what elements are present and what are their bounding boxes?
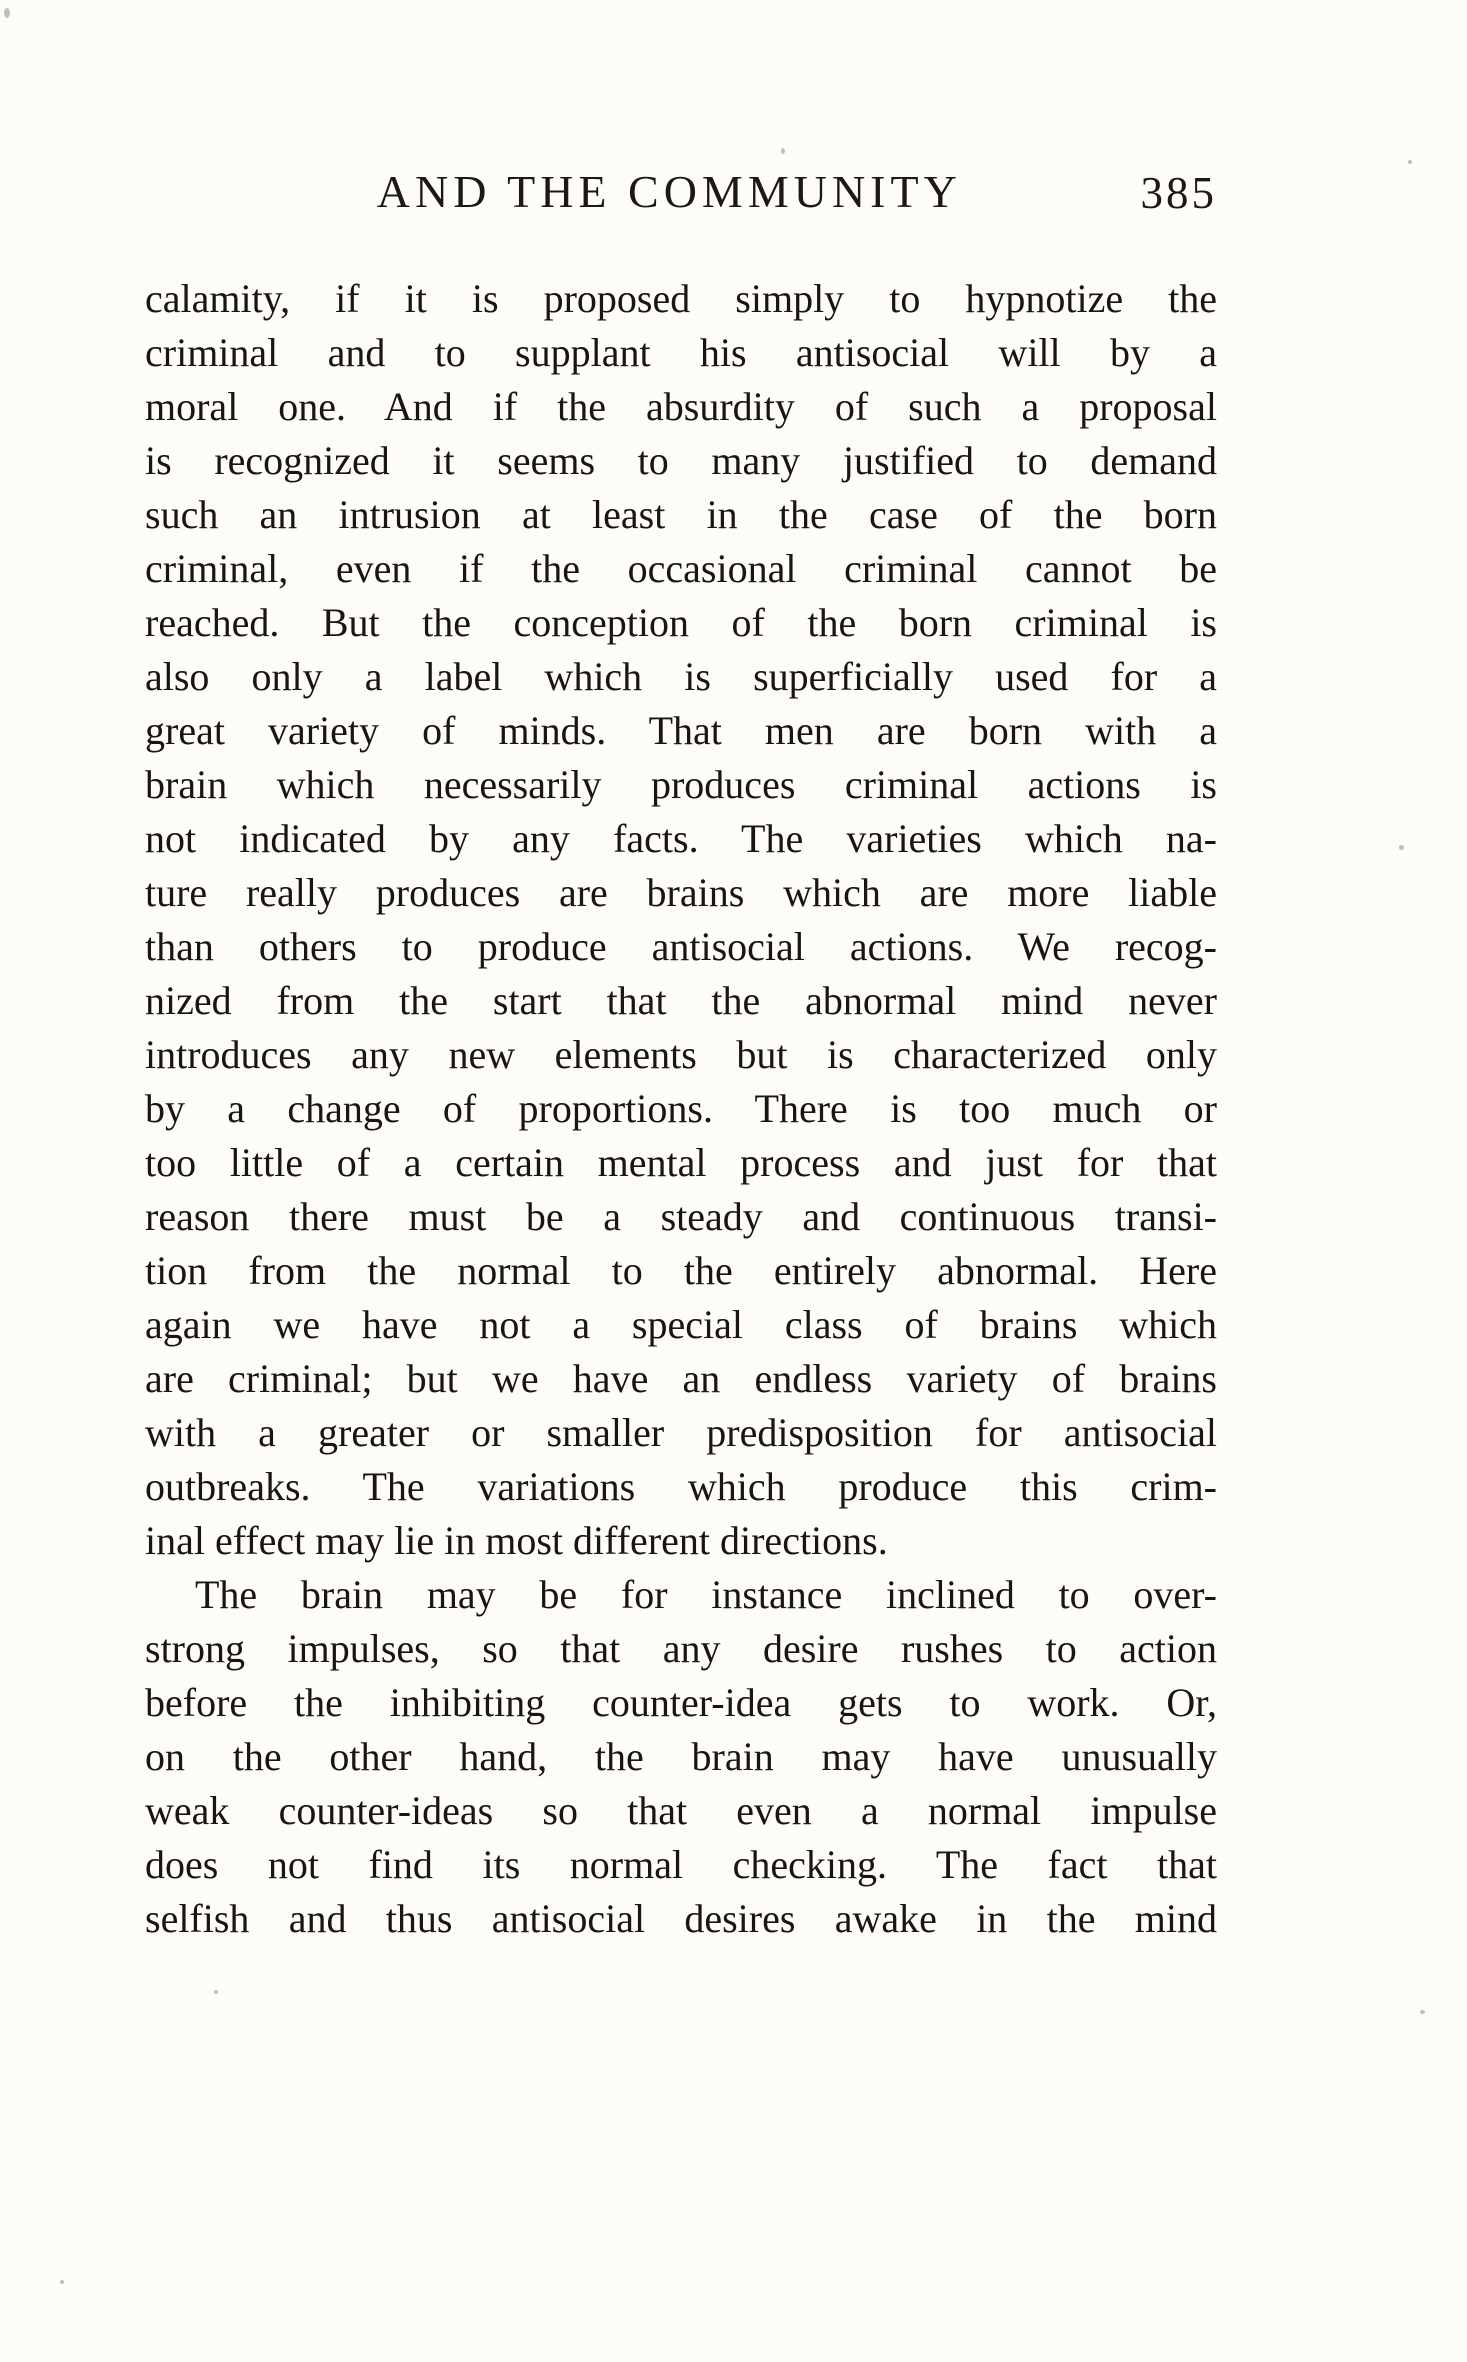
text-line: weak counter-ideas so that even a normal impulse xyxy=(145,1788,1217,1833)
text-line: with a greater or smaller predisposition for antisocial xyxy=(145,1410,1217,1455)
text-line: than others to produce antisocial actions. We recog- xyxy=(145,924,1217,969)
page-header xyxy=(145,165,1217,227)
page-number: 385 xyxy=(1140,168,1217,218)
text-line: introduces any new elements but is characterized only xyxy=(145,1032,1217,1077)
text-line: not indicated by any facts. The varieties which na- xyxy=(145,816,1217,861)
text-line: tion from the normal to the entirely abnormal. Here xyxy=(145,1248,1217,1293)
text-line: is recognized it seems to many justified to demand xyxy=(145,438,1217,483)
paragraph xyxy=(145,1568,1217,1946)
text-line: does not find its normal checking. The fact that xyxy=(145,1842,1217,1887)
running-title: AND THE COMMUNITY xyxy=(376,166,962,217)
scan-artifact xyxy=(60,2280,64,2284)
text-line: brain which necessarily produces criminal actions is xyxy=(145,762,1217,807)
text-line: are criminal; but we have an endless variety of brains xyxy=(145,1356,1217,1401)
text-line: reason there must be a steady and continuous transi- xyxy=(145,1194,1217,1239)
text-line: criminal, even if the occasional criminal cannot be xyxy=(145,546,1217,591)
scan-artifact xyxy=(1420,2010,1425,2014)
text-line: inal effect may lie in most different directions. xyxy=(145,1518,888,1563)
text-line: great variety of minds. That men are born with a xyxy=(145,708,1217,753)
text-line: such an intrusion at least in the case of the born xyxy=(145,492,1217,537)
text-line: on the other hand, the brain may have unusually xyxy=(145,1734,1217,1779)
text-line: nized from the start that the abnormal mind never xyxy=(145,978,1217,1023)
text-line: also only a label which is superficially used for a xyxy=(145,654,1217,699)
text-line: selfish and thus antisocial desires awake in the mind xyxy=(145,1896,1217,1941)
text-block xyxy=(145,272,1217,1946)
text-line: by a change of proportions. There is too much or xyxy=(145,1086,1217,1131)
text-line: moral one. And if the absurdity of such a proposal xyxy=(145,384,1217,429)
text-line: outbreaks. The variations which produce this crim- xyxy=(145,1464,1217,1509)
text-line: too little of a certain mental process and just for that xyxy=(145,1140,1217,1185)
paragraph xyxy=(145,272,1217,1568)
text-line: calamity, if it is proposed simply to hypnotize the xyxy=(145,276,1217,321)
text-line: again we have not a special class of brains which xyxy=(145,1302,1217,1347)
scan-artifact xyxy=(781,148,785,154)
scan-artifact xyxy=(1408,160,1412,164)
text-line: before the inhibiting counter-idea gets to work. Or, xyxy=(145,1680,1217,1725)
text-line: reached. But the conception of the born criminal is xyxy=(145,600,1217,645)
scan-artifact xyxy=(1399,845,1404,850)
scan-artifact xyxy=(4,8,10,18)
text-line: strong impulses, so that any desire rushes to action xyxy=(145,1626,1217,1671)
text-line: The brain may be for instance inclined to over- xyxy=(195,1572,1217,1617)
text-line: ture really produces are brains which are more liable xyxy=(145,870,1217,915)
text-line: criminal and to supplant his antisocial will by a xyxy=(145,330,1217,375)
scan-artifact xyxy=(214,1990,218,1994)
